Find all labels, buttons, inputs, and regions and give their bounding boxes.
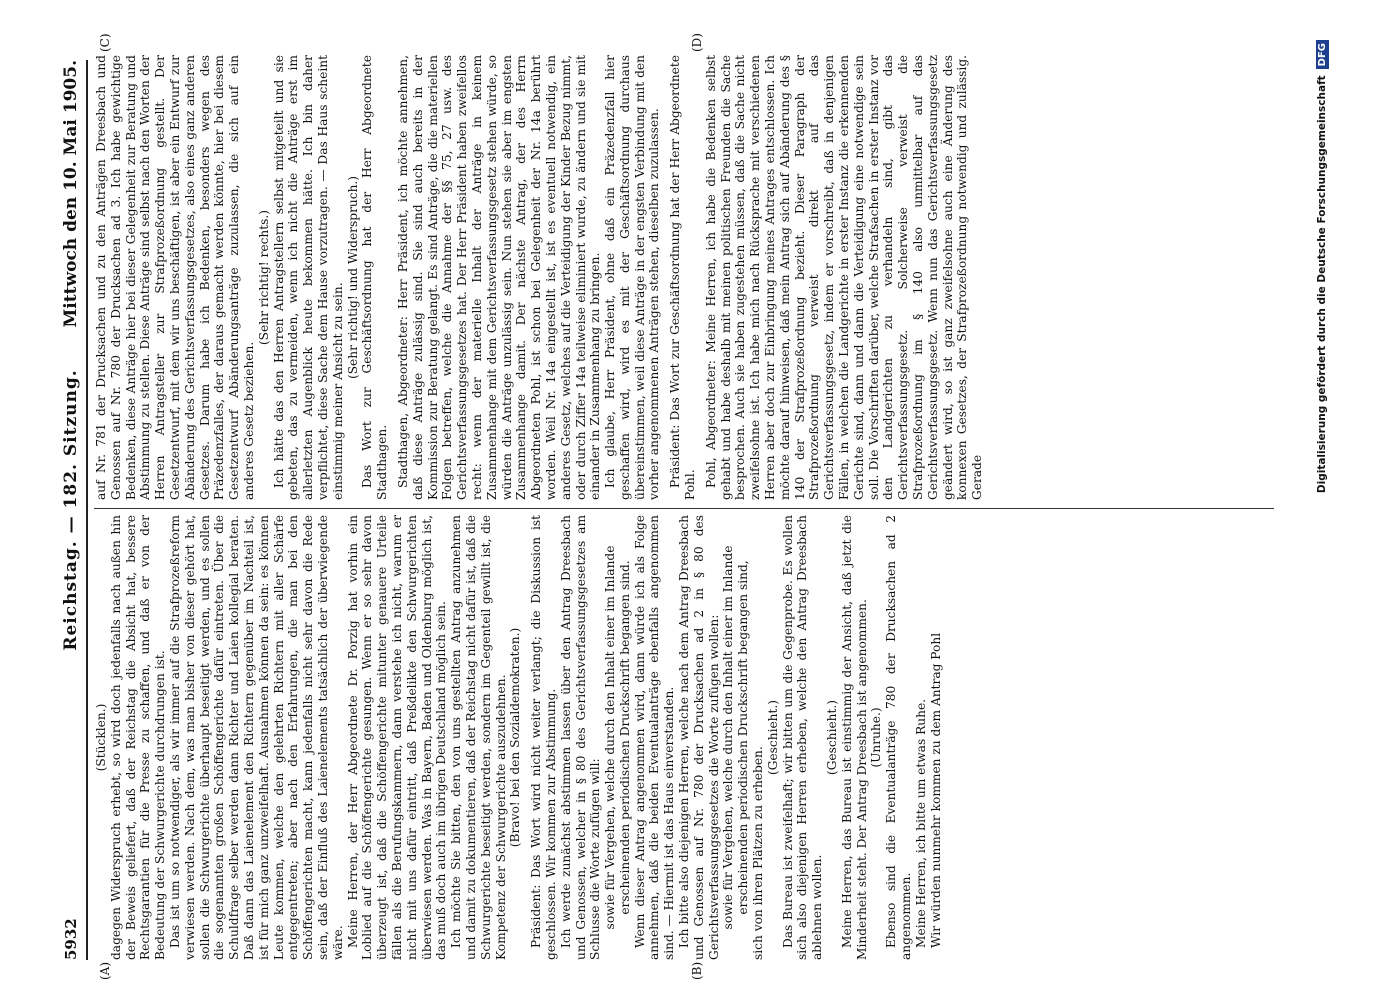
interjection: (Geschieht.) <box>765 699 780 776</box>
paragraph: Ich glaube, Herr Präsident, ohne daß ein Präzedenzfall hier geschaffen wird, wird es mit der Geschäftsordnung durchaus übereinstimmen, weil diese Anträge in der engsten Verbindung mit den vorher angenommenen Anträgen stehen, dieselben zuzulassen. <box>603 55 662 500</box>
dfg-logo: DFG <box>1316 40 1329 69</box>
margin-marker-d: (D) <box>690 33 704 52</box>
paragraph: Meine Herren, ich bitte um etwas Ruhe. <box>913 698 928 948</box>
paragraph: Das ist um so notwendiger, als wir immer auf die Strafprozeßreform verwiesen werden. Nach dem, was man bisher von dieser gehört hat, sollen die Schwurgerichte überhaupt beseitigt werden, und es sollen die sogenannten großen Schöffengerichte dafür eintreten. Über die Schuldfrage selber werden dann Richter und Laien kollegial beraten. Daß dann das Laienelement den Richtern gegenüber im Nachteil ist, ist für mich ganz unzweifelhaft. Ausnahmen können da sein: es können Leute kommen, welche den gelehrten Richtern mit aller Schärfe entgegentreten; aber nach den Erfahrungen, die man bei den Schöffengerichten macht, kann jedenfalls nicht sehr davon die Rede sein, daß der Einfluß des Laienelements tatsächlich der überwiegende wäre. <box>167 515 345 960</box>
paragraph: Ich werde zunächst abstimmen lassen über den Antrag Dreesbach und Genossen, welcher in § 80 des Gerichtsverfassungsgesetzes am Schlusse die Worte zufügen will: <box>558 515 603 960</box>
paragraph: Meine Herren, der Herr Abgeordnete Dr. Porzig hat vorhin ein Loblied auf die Schöffengerichte gesungen. Wenn er so sehr davon überzeugt ist, daß die Schöffengerichte mitunter genauere Urteile fällen als die Berufungskammern, dann verstehe ich nicht, warum er nicht mit uns dafür eintritt, daß Preßdelikte den Schwurgerichten überwiesen werden. Was in Bayern, Baden und Oldenburg möglich ist, das muß doch auch im übrigen Deutschland möglich sein. <box>345 515 449 960</box>
paragraph: Wir würden nunmehr kommen zu dem Antrag Pohl <box>928 632 943 948</box>
credit-label: Digitalisierung gefördert durch die Deutsche Forschungsgemeinschaft <box>1316 75 1328 494</box>
page-title: Reichstag. — 182. Sitzung. <box>61 369 81 651</box>
interjection: (Geschieht.) <box>825 699 840 776</box>
paragraph: Ebenso sind die Eventualanträge 780 der Drucksachen ad 2 angenommen. <box>884 515 914 960</box>
paragraph: Präsident: Das Wort wird nicht weiter verlangt; die Diskussion ist geschlossen. Wir kommen zur Abstimmung. <box>529 515 558 960</box>
interjection: (Sehr richtig! rechts.) <box>256 209 271 346</box>
interjection: (Unruhe.) <box>869 707 884 768</box>
paragraph: Ich hätte das den Herren Antragstellern selbst mitgeteilt und sie gebeten, das zu vermeiden, wenn ich nicht die Anträge erst im allerletzten Augenblick heute bekommen hätte. Ich bin daher verpflichtet, diese Sache dem Hause vorzutragen. — Das Haus scheint einstimmig meiner Ansicht zu sein. <box>271 55 345 500</box>
paragraph: Stadthagen, Abgeordneter: Herr Präsident, ich möchte annehmen, daß diese Anträge zulässig sind. Sie sind auch bereits in der Kommission zur Beratung gelangt. Es sind Anträge, die die materiellen Folgen betreffen, welche die Annahme der §§ 75, 27 usw. des Gerichtsverfassungsgesetzes hat. Der Herr Präsident haben zweifellos recht: wenn der materielle Inhalt der Anträge in keinem Zusammenhange mit dem Gerichtsverfassungsgesetz stehen würde, so würden die Anträge unzulässig sein. Nun stehen sie aber im engsten Zusammenhange damit. Der nächste Antrag, der des Herrn Abgeordneten Pohl, ist schon bei Gelegenheit der Nr. 14a berührt worden. Weil Nr. 14a eingestellt ist, ist es eventuell notwendig, ein anderes Gesetz, welches auf die Verteidigung der Kinder Bezug nimmt, oder durch Ziffer 14a teilweise eliminiert wurde, zu ändern und sie mit einander in Zusammenhang zu bringen. <box>395 55 603 500</box>
page-number: 5932 <box>62 918 80 960</box>
margin-marker-a: (A) <box>98 961 112 980</box>
paragraph: (Stücklen.) <box>94 703 108 772</box>
column-divider <box>94 508 1274 509</box>
paragraph: Ich bitte also diejenigen Herren, welche nach dem Antrag Dreesbach und Genossen auf Nr. 780 der Drucksachen ad 2 in § 80 des Gerichtsverfassungsgesetzes die Worte zufügen wollen: <box>677 515 721 960</box>
paragraph: Ich möchte Sie bitten, den von uns gestellten Antrag anzunehmen und damit zu dokumentieren, daß der Reichstag nicht dafür ist, daß die Schwurgerichte beseitigt werden, sondern im Gegenteil gewillt ist, die Kompetenz der Schwurgerichte auszudehnen. <box>449 515 508 960</box>
margin-marker-b: (B) <box>690 961 704 980</box>
quotation: sowie für Vergehen, welche durch den Inhalt einer im Inlande erscheinenden periodischen Druckschrift begangen sind, <box>721 545 751 930</box>
left-column <box>94 515 1274 960</box>
paragraph: auf Nr. 781 der Drucksachen und zu den Anträgen Dreesbach und Genossen auf Nr. 780 der Drucksachen ad 3. Ich habe gewichtige Bedenken, diese Anträge hier bei dieser Gelegenheit zur Beratung und Abstimmung zu stellen. Diese Anträge sind selbst nach den Worten der Herren Antragsteller zur Strafprozeßordnung gestellt. Der Gesetzentwurf, mit dem wir uns beschäftigen, ist aber ein Entwurf zur Abänderung des Gerichtsverfassungsgesetzes, also eines ganz anderen Gesetzes. Darum habe ich Bedenken, besonders wegen des Präzedenzfalles, der daraus gemacht werden könnte, hier bei diesem Gesetzentwurf Abänderungsanträge zuzulassen, die sich auf ein anderes Gesetz beziehen. <box>94 55 256 500</box>
paragraph: Das Bureau ist zweifelhaft; wir bitten um die Gegenprobe. Es wollen sich also diejenigen Herren erheben, welche den Antrag Dreesbach ablehnen wollen. <box>780 515 825 960</box>
paragraph: Präsident: Das Wort zur Geschäftsordnung hat der Herr Abgeordnete Pohl. <box>668 55 698 500</box>
interjection: (Bravo! bei den Sozialdemokraten.) <box>508 627 523 848</box>
paragraph: sich von ihren Plätzen zu erheben. <box>751 746 766 960</box>
quotation: sowie für Vergehen, welche durch den Inhalt einer im Inlande erscheinenden periodischen Druckschrift begangen sind. <box>603 545 632 930</box>
paragraph: Pohl, Abgeordneter: Meine Herren, ich habe die Bedenken selbst gehabt und habe deshalb mit meinen politischen Freunden die Sache besprochen. Auch sie haben zugestehen müssen, daß die Sache nicht zweifelsohne ist. Ich habe mich nach Rücksprache mit verschiedenen Herren aber doch zur Einbringung meines Antrages entschlossen. Ich möchte darauf hinweisen, daß mein Antrag sich auf Abänderung des § 140 der Strafprozeßordnung bezieht. Dieser Paragraph der Strafprozeßordnung verweist direkt auf das Gerichtsverfassungsgesetz, indem er vorschreibt, daß in denjenigen Fällen, in welchen die Landgerichte in erster Instanz die erkennenden Gerichte sind, dann und dann die Verteidigung eine notwendige sein soll. Die Vorschriften darüber, welche Strafsachen in erster Instanz vor den Landgerichten zu verhandeln sind, gibt das Gerichtsverfassungsgesetz. Solcherweise verweist die Strafprozeßordnung im § 140 also unmittelbar auf das Gerichtsverfassungsgesetz. Wenn nun das Gerichtsverfassungsgesetz geändert wird, so ist ganz zweifelsohne auch eine Änderung des konnexen Gesetzes, der Strafprozeßordnung notwendig und zulässig. Gerade <box>703 55 985 500</box>
paragraph: Meine Herren, das Bureau ist einstimmig der Ansicht, daß jetzt die Minderheit steht. Der Antrag Dreesbach ist angenommen. <box>839 515 869 960</box>
paragraph: Wenn dieser Antrag angenommen wird, dann würde ich als Folge annehmen, daß die beiden Eventualanträge ebenfalls angenommen sind. — Hiermit ist das Haus einverstanden. <box>632 515 677 960</box>
right-column <box>94 55 1274 500</box>
credit-text <box>1316 40 1329 493</box>
digitization-credit <box>1316 0 1329 1000</box>
page-date: Mittwoch den 10. Mai 1905. <box>61 60 81 328</box>
page-header <box>60 60 88 960</box>
paragraph: dagegen Widerspruch erhebt, so wird doch jedenfalls nach außen hin der Beweis geliefert, daß der Reichstag die Absicht hat, bessere Rechtsgarantien für die Presse zu schaffen, und daß er von der Bedeutung der Schwurgerichte durchdrungen ist. <box>108 515 168 960</box>
interjection: (Sehr richtig! und Widerspruch.) <box>345 175 360 380</box>
paragraph: Das Wort zur Geschäftsordnung hat der Herr Abgeordnete Stadthagen. <box>360 55 390 500</box>
margin-marker-c: (C) <box>98 33 112 52</box>
